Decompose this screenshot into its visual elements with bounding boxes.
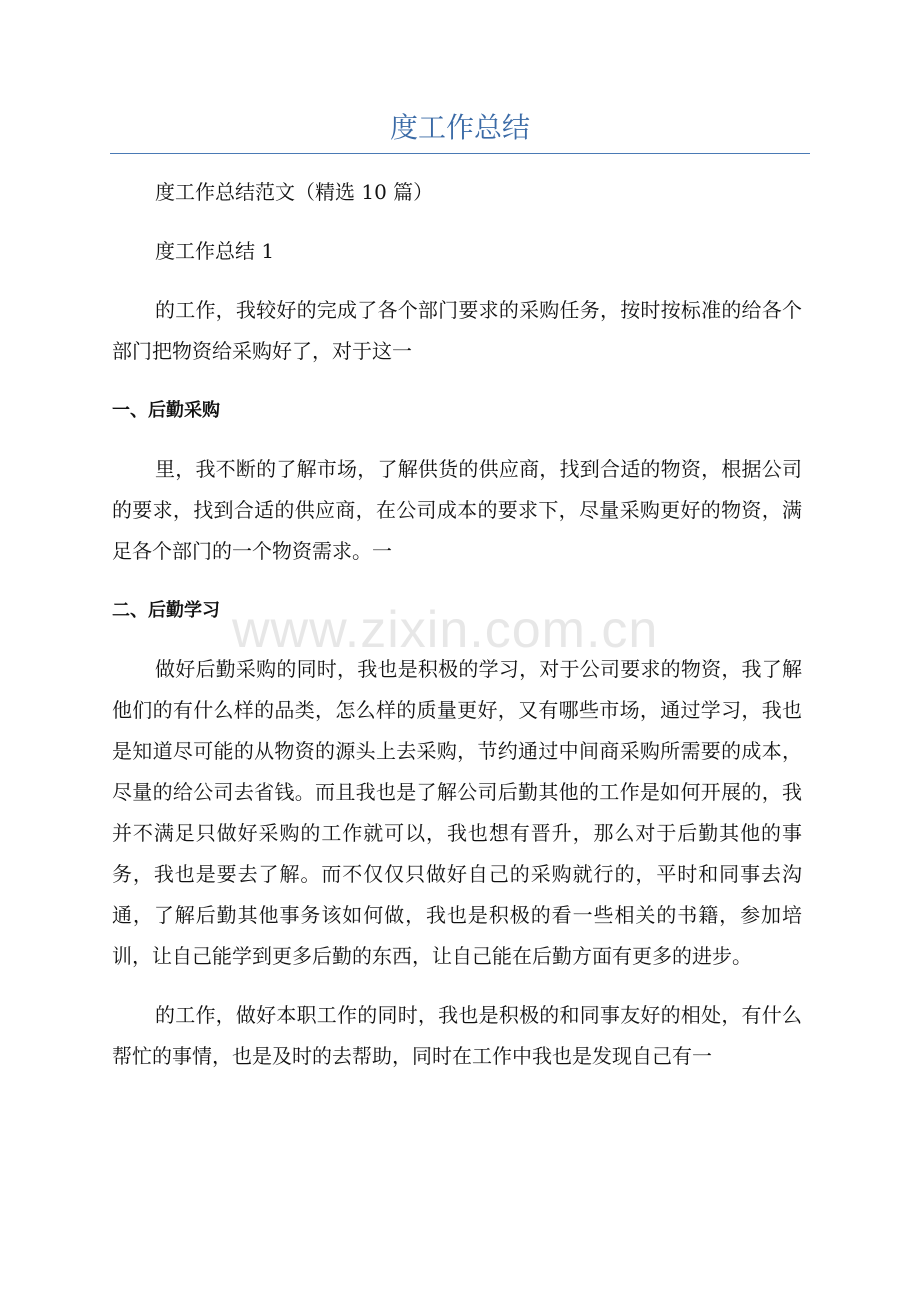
paragraph-gap [112, 572, 802, 590]
paragraph-gap [112, 213, 802, 231]
intro-paragraph: 的工作，我较好的完成了各个部门要求的采购任务，按时按标准的给各个部门把物资给采购好了，对于这一 [112, 298, 802, 363]
work-paragraph: 的工作，做好本职工作的同时，我也是积极的和同事友好的相处，有什么帮忙的事情，也是及时的去帮助，同时在工作中我也是发现自己有一 [112, 1003, 802, 1068]
document-body [112, 172, 802, 1077]
document-title: 度工作总结 [389, 111, 530, 144]
paragraph-gap [112, 631, 802, 649]
heading-procurement: 一、后勤采购 [112, 400, 220, 421]
paragraph-gap [112, 372, 802, 390]
paragraph-gap [112, 272, 802, 290]
title-underline [110, 153, 810, 154]
procurement-paragraph: 里，我不断的了解市场，了解供货的供应商，找到合适的物资，根据公司的要求，找到合适的供应商，在公司成本的要求下，尽量采购更好的物资，满足各个部门的一个物资需求。一 [112, 457, 802, 563]
learning-paragraph: 做好后勤采购的同时，我也是积极的学习，对于公司要求的物资，我了解他们的有什么样的品类，怎么样的质量更好，又有哪些市场，通过学习，我也是知道尽可能的从物资的源头上去采购，节约通过中间商采购所需要的成本，尽量的给公司去省钱。而且我也是了解公司后勤其他的工作是如何开展的，我并不满足只做好采购的工作就可以，我也想有晋升，那么对于后勤其他的事务，我也是要去了解。而不仅仅只做好自己的采购就行的，平时和同事去沟通，了解后勤其他事务该如何做，我也是积极的看一些相关的书籍，参加培训，让自己能学到更多后勤的东西，让自己能在后勤方面有更多的进步。 [112, 657, 802, 968]
subtitle-paragraph: 度工作总结范文（精选 10 篇） [155, 180, 434, 204]
heading-learning: 二、后勤学习 [112, 600, 220, 621]
paragraph-gap [112, 431, 802, 449]
watermark: www.zixin.com.cn [232, 601, 659, 659]
paragraph-gap [112, 977, 802, 995]
section-label-paragraph: 度工作总结 1 [155, 239, 275, 263]
